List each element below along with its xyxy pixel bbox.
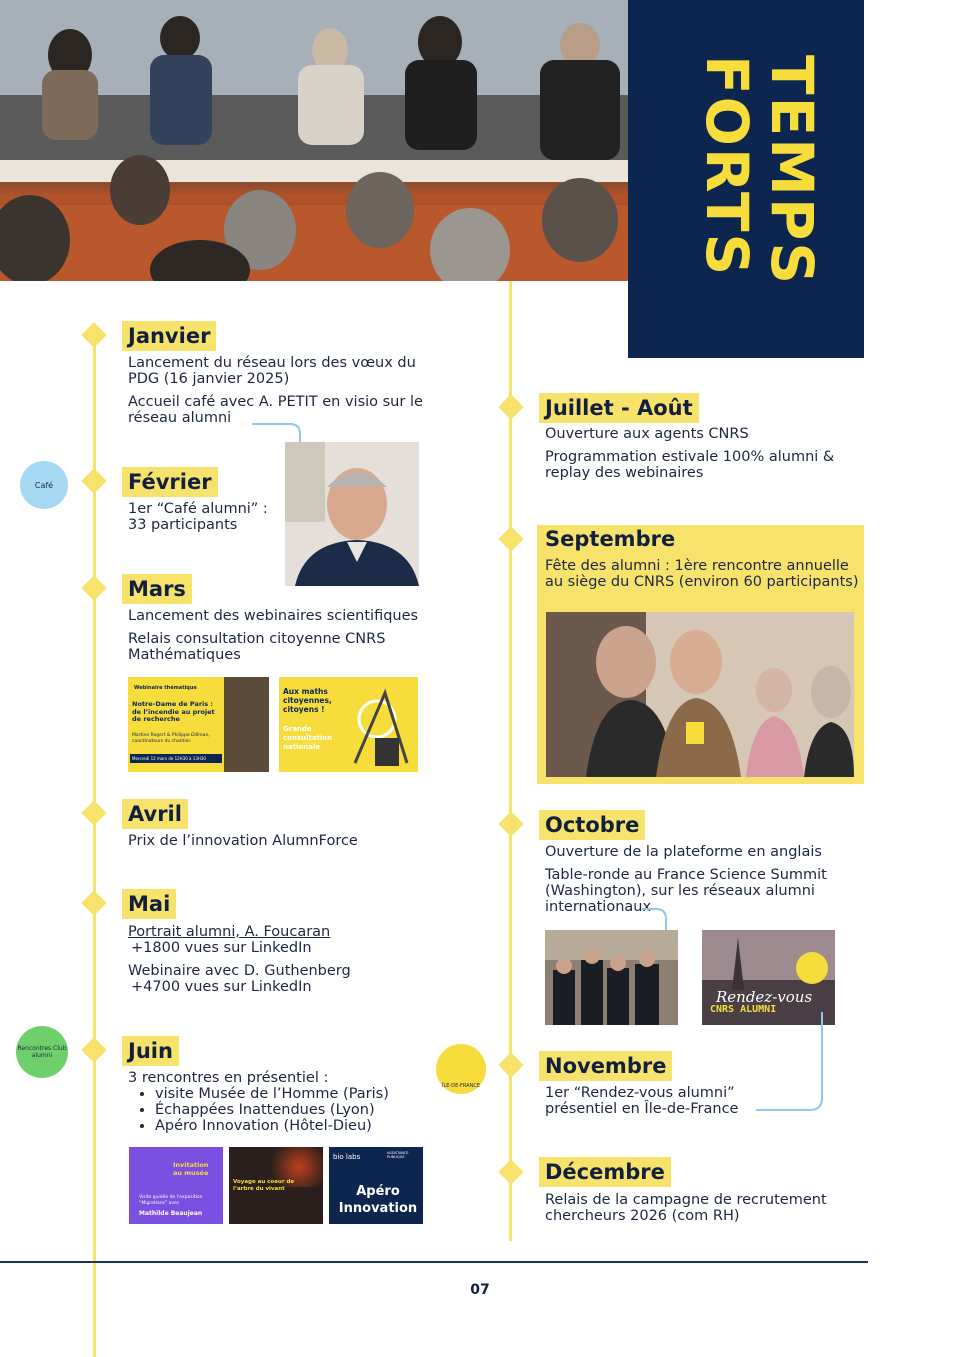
connector-line [752, 1008, 832, 1116]
month-fevrier: Février [122, 467, 218, 497]
octobre-text [545, 844, 845, 922]
mai-portrait-views: +1800 vues sur LinkedIn [131, 940, 312, 956]
portrait-alumni-link[interactable]: Portrait alumni, A. Foucaran [128, 924, 331, 940]
timeline-diamond [81, 890, 106, 915]
month-juin: Juin [122, 1036, 179, 1066]
musee-title: Invitation au musée [173, 1161, 209, 1177]
timeline-diamond [498, 811, 523, 836]
musee-sub: Visite guidée de l’exposition “Migrations” avec [139, 1195, 203, 1206]
cafe-sticker [20, 461, 68, 509]
rencontres-sticker-label: Rencontres Club alumni [17, 1045, 67, 1059]
apero-tag: ASSISTANCE PUBLIQUE [387, 1151, 409, 1159]
mai-text [128, 924, 428, 1002]
banner-title-line1: TEMPS [758, 55, 826, 287]
novembre-text [545, 1085, 755, 1124]
apero-title: Apéro Innovation [338, 1184, 418, 1216]
list-item: • Échappées Inattendues (Lyon) [155, 1102, 428, 1118]
webinaire-title: Notre-Dame de Paris : de l’incendie au projet de recherche [132, 700, 215, 723]
idf-sticker-label: ÎLE-DE-FRANCE [442, 1083, 480, 1089]
janvier-item: Accueil café avec A. PETIT en visio sur le réseau alumni [128, 394, 423, 426]
rdv-title: Rendez-vous [716, 988, 813, 1006]
portrait-photo [285, 442, 419, 586]
septembre-item: Fête des alumni : 1ère rencontre annuelle au siège du CNRS (environ 60 participants) [545, 558, 859, 590]
timeline-diamond [498, 1052, 523, 1077]
month-mars: Mars [122, 574, 192, 604]
month-septembre: Septembre [545, 527, 676, 551]
octobre-item: Table-ronde au France Science Summit (Washington), sur les réseaux alumni internationaux [545, 867, 827, 915]
fevrier-item: 1er “Café alumni” : 33 participants [128, 501, 268, 533]
juin-text [128, 1070, 428, 1134]
month-novembre: Novembre [539, 1051, 672, 1081]
page-number: 07 [470, 1282, 490, 1298]
juin-list [128, 1086, 428, 1134]
musee-name: Mathilde Beaujean [139, 1210, 203, 1217]
mai-webinaire-views: +4700 vues sur LinkedIn [131, 979, 312, 995]
month-janvier: Janvier [122, 321, 216, 351]
fete-alumni-photo [546, 612, 854, 777]
maths-sub: Grande consultation nationale [283, 725, 333, 751]
mars-item: Relais consultation citoyenne CNRS Mathématiques [128, 631, 386, 663]
apero-thumbnail [329, 1147, 423, 1224]
mars-item: Lancement des webinaires scientifiques [128, 608, 419, 624]
maths-title: Aux maths citoyennes, citoyens ! [283, 687, 332, 714]
title-banner [628, 0, 864, 358]
voyage-title: Voyage au coeur de l’arbre du vivant [233, 1179, 295, 1192]
month-mai: Mai [122, 889, 176, 919]
timeline-diamond [81, 468, 106, 493]
summit-photo [545, 930, 678, 1025]
apero-brand: bio labs [333, 1153, 361, 1161]
octobre-item: Ouverture de la plateforme en anglais [545, 844, 822, 860]
timeline-diamond [498, 526, 523, 551]
timeline-diamond [81, 322, 106, 347]
rdv-sub: CNRS ALUMNI [710, 1004, 777, 1015]
juillet-text [545, 426, 845, 488]
juillet-item: Ouverture aux agents CNRS [545, 426, 749, 442]
avril-text [128, 833, 428, 856]
timeline-diamond [81, 1037, 106, 1062]
banner-title-line2: FORTS [693, 55, 761, 278]
rencontres-sticker [16, 1026, 68, 1078]
month-avril: Avril [122, 799, 188, 829]
juin-intro: 3 rencontres en présentiel : [128, 1070, 329, 1086]
list-item: • Apéro Innovation (Hôtel-Dieu) [155, 1118, 428, 1134]
month-octobre: Octobre [539, 810, 645, 840]
timeline-diamond [498, 394, 523, 419]
musee-thumbnail [129, 1147, 223, 1224]
panel-photo [0, 0, 628, 281]
cafe-sticker-label: Café [34, 480, 54, 490]
fevrier-text [128, 501, 278, 540]
janvier-item: Lancement du réseau lors des vœux du PDG (16 janvier 2025) [128, 355, 416, 387]
decembre-item: Relais de la campagne de recrutement chercheurs 2026 (com RH) [545, 1192, 827, 1224]
month-juillet-aout: Juillet - Août [539, 393, 699, 423]
webinaire-thumbnail [128, 677, 269, 772]
webinaire-tag: Webinaire thématique [134, 685, 197, 691]
timeline-diamond [81, 800, 106, 825]
novembre-item: 1er “Rendez-vous alumni” présentiel en Île-de-France [545, 1085, 739, 1117]
month-decembre: Décembre [539, 1157, 671, 1187]
mai-webinaire: Webinaire avec D. Guthenberg [128, 963, 351, 979]
list-item: • visite Musée de l’Homme (Paris) [155, 1086, 428, 1102]
webinaire-speakers: Martine Regert & Philippe Dillman, coordinateurs du chantier. [132, 733, 210, 744]
septembre-text [545, 558, 860, 597]
juillet-item: Programmation estivale 100% alumni & replay des webinaires [545, 449, 835, 481]
webinaire-date: Mercredi 12 mars de 12H30 à 13H30 [130, 754, 222, 763]
voyage-thumbnail [229, 1147, 323, 1224]
timeline-diamond [498, 1159, 523, 1184]
footer-rule [0, 1261, 868, 1263]
maths-thumbnail [279, 677, 418, 772]
mars-text [128, 608, 428, 670]
timeline-diamond [81, 575, 106, 600]
decembre-text [545, 1192, 835, 1231]
avril-item: Prix de l’innovation AlumnForce [128, 833, 358, 849]
timeline-right [509, 281, 512, 1241]
idf-sticker [436, 1044, 486, 1094]
